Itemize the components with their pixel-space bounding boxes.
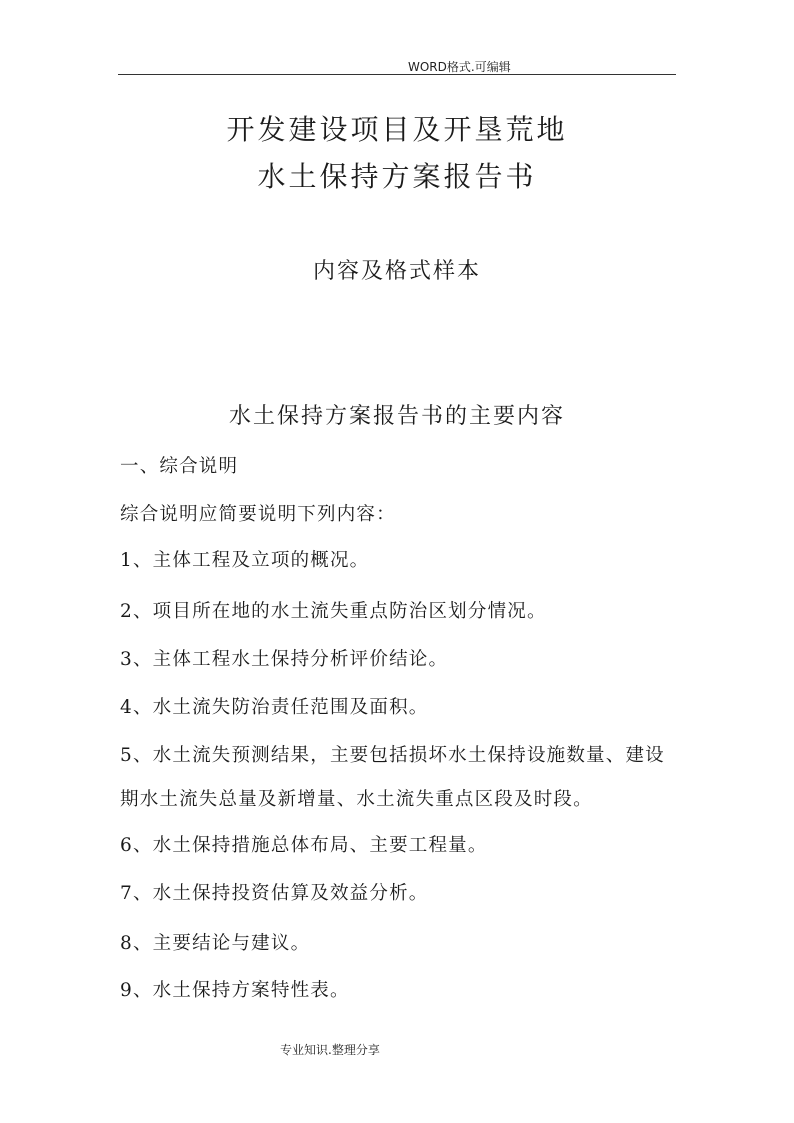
list-item: 1、主体工程及立项的概况。: [120, 550, 370, 571]
document-title-line-2: 水土保持方案报告书: [257, 160, 537, 193]
list-item: 5、水土流失预测结果，主要包括损坏水土保持设施数量、建设: [120, 745, 665, 766]
page-footer-label: 专业知识.整理分享: [280, 1043, 380, 1057]
document-subtitle: 内容及格式样本: [312, 259, 481, 284]
list-item: 6、水土保持措施总体布局、主要工程量。: [120, 835, 488, 856]
document-title-line-1: 开发建设项目及开垦荒地: [226, 113, 568, 146]
section-heading: 水土保持方案报告书的主要内容: [228, 404, 565, 429]
header-rule: [118, 74, 676, 75]
list-item: 4、水土流失防治责任范围及面积。: [120, 697, 429, 718]
list-item: 3、主体工程水土保持分析评价结论。: [120, 649, 449, 670]
part-heading: 一、综合说明: [120, 456, 239, 477]
intro-paragraph: 综合说明应简要说明下列内容：: [120, 504, 396, 525]
list-item: 2、项目所在地的水土流失重点防治区划分情况。: [120, 601, 547, 622]
list-item: 7、水土保持投资估算及效益分析。: [120, 883, 429, 904]
page-header-label: WORD格式.可编辑: [408, 60, 511, 74]
list-item: 8、主要结论与建议。: [120, 933, 311, 954]
list-item-continuation: 期水土流失总量及新增量、水土流失重点区段及时段。: [120, 789, 593, 810]
list-item: 9、水土保持方案特性表。: [120, 980, 350, 1001]
